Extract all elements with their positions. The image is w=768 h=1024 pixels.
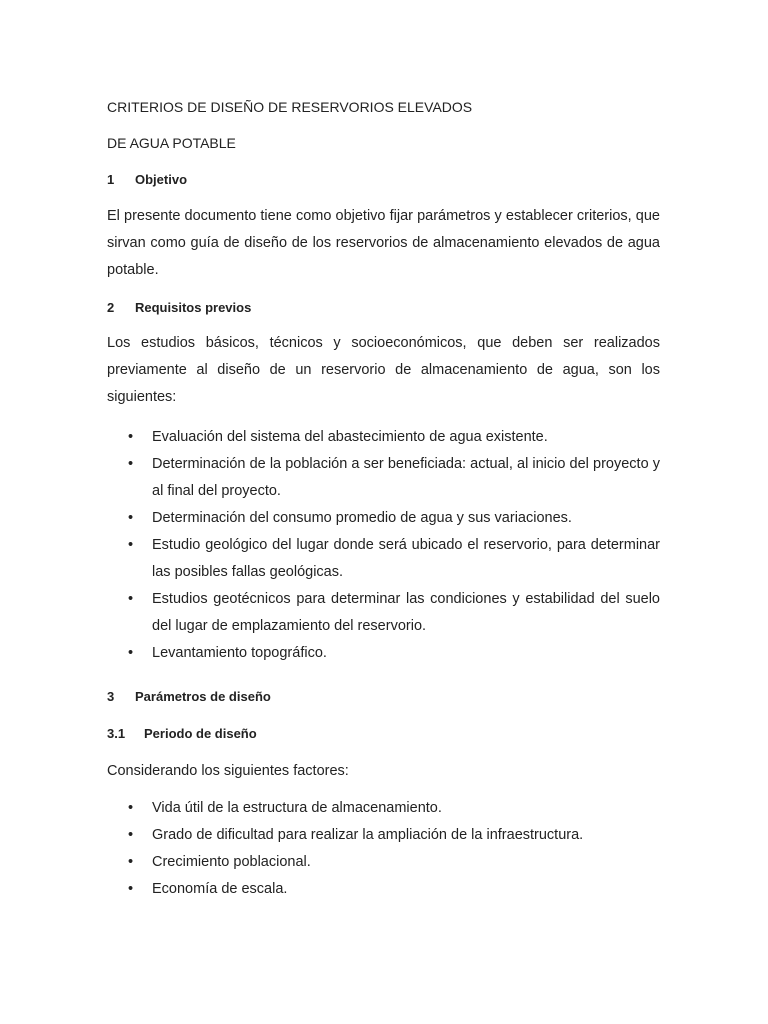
requisitos-paragraph: Los estudios básicos, técnicos y socioeconómicos, que deben ser realizados previamente al diseño de un reservorio de almacenamiento de agua, son los siguientes: — [107, 335, 660, 405]
list-item-text: Levantamiento topográfico. — [152, 645, 327, 661]
list-item — [107, 849, 660, 876]
bullet-icon: • — [128, 510, 134, 526]
list-item — [107, 586, 660, 640]
periodo-intro: Considerando los siguientes factores: — [107, 763, 349, 779]
list-item-text: Estudios geotécnicos para determinar las condiciones y estabilidad del suelo del lugar de emplazamiento del reservorio. — [152, 591, 660, 634]
list-item-text: Determinación del consumo promedio de agua y sus variaciones. — [152, 510, 572, 526]
periodo-list — [107, 795, 660, 903]
list-item — [107, 424, 660, 451]
section-heading-requisitos — [107, 300, 251, 315]
bullet-icon: • — [128, 537, 134, 553]
list-item — [107, 795, 660, 822]
bullet-icon: • — [128, 854, 134, 870]
section-title: Objetivo — [135, 172, 188, 187]
list-item — [107, 532, 660, 586]
section-title: Periodo de diseño — [144, 726, 257, 741]
section-heading-parametros — [107, 689, 271, 704]
subsection-heading-periodo — [107, 726, 257, 741]
list-item-text: Crecimiento poblacional. — [152, 854, 311, 870]
bullet-icon: • — [128, 456, 134, 472]
document-title-line-1: CRITERIOS DE DISEÑO DE RESERVORIOS ELEVADOS — [107, 99, 473, 115]
list-item — [107, 505, 660, 532]
list-item — [107, 640, 660, 667]
section-number: 1 — [107, 172, 115, 187]
list-item-text: Estudio geológico del lugar donde será ubicado el reservorio, para determinar las posibles fallas geológicas. — [152, 537, 660, 580]
bullet-icon: • — [128, 827, 134, 843]
section-number: 3.1 — [107, 726, 126, 741]
section-title: Parámetros de diseño — [135, 689, 271, 704]
bullet-icon: • — [128, 881, 134, 897]
list-item — [107, 876, 660, 903]
section-title: Requisitos previos — [135, 300, 252, 315]
list-item-text: Economía de escala. — [152, 881, 288, 897]
bullet-icon: • — [128, 645, 134, 661]
section-heading-objetivo — [107, 172, 187, 187]
list-item-text: Evaluación del sistema del abastecimiento de agua existente. — [152, 429, 548, 445]
list-item-text: Vida útil de la estructura de almacenamiento. — [152, 800, 442, 816]
list-item — [107, 822, 660, 849]
bullet-icon: • — [128, 429, 134, 445]
bullet-icon: • — [128, 800, 134, 816]
list-item-text: Determinación de la población a ser beneficiada: actual, al inicio del proyecto y al final del proyecto. — [152, 456, 660, 499]
list-item-text: Grado de dificultad para realizar la ampliación de la infraestructura. — [152, 827, 584, 843]
bullet-icon: • — [128, 591, 134, 607]
requisitos-list — [107, 424, 660, 667]
section-number: 2 — [107, 300, 115, 315]
document-title-line-2: DE AGUA POTABLE — [107, 135, 236, 151]
objetivo-paragraph: El presente documento tiene como objetivo fijar parámetros y establecer criterios, que sirvan como guía de diseño de los reservorios de almacenamiento elevados de agua potable. — [107, 208, 660, 278]
section-number: 3 — [107, 689, 115, 704]
list-item — [107, 451, 660, 505]
